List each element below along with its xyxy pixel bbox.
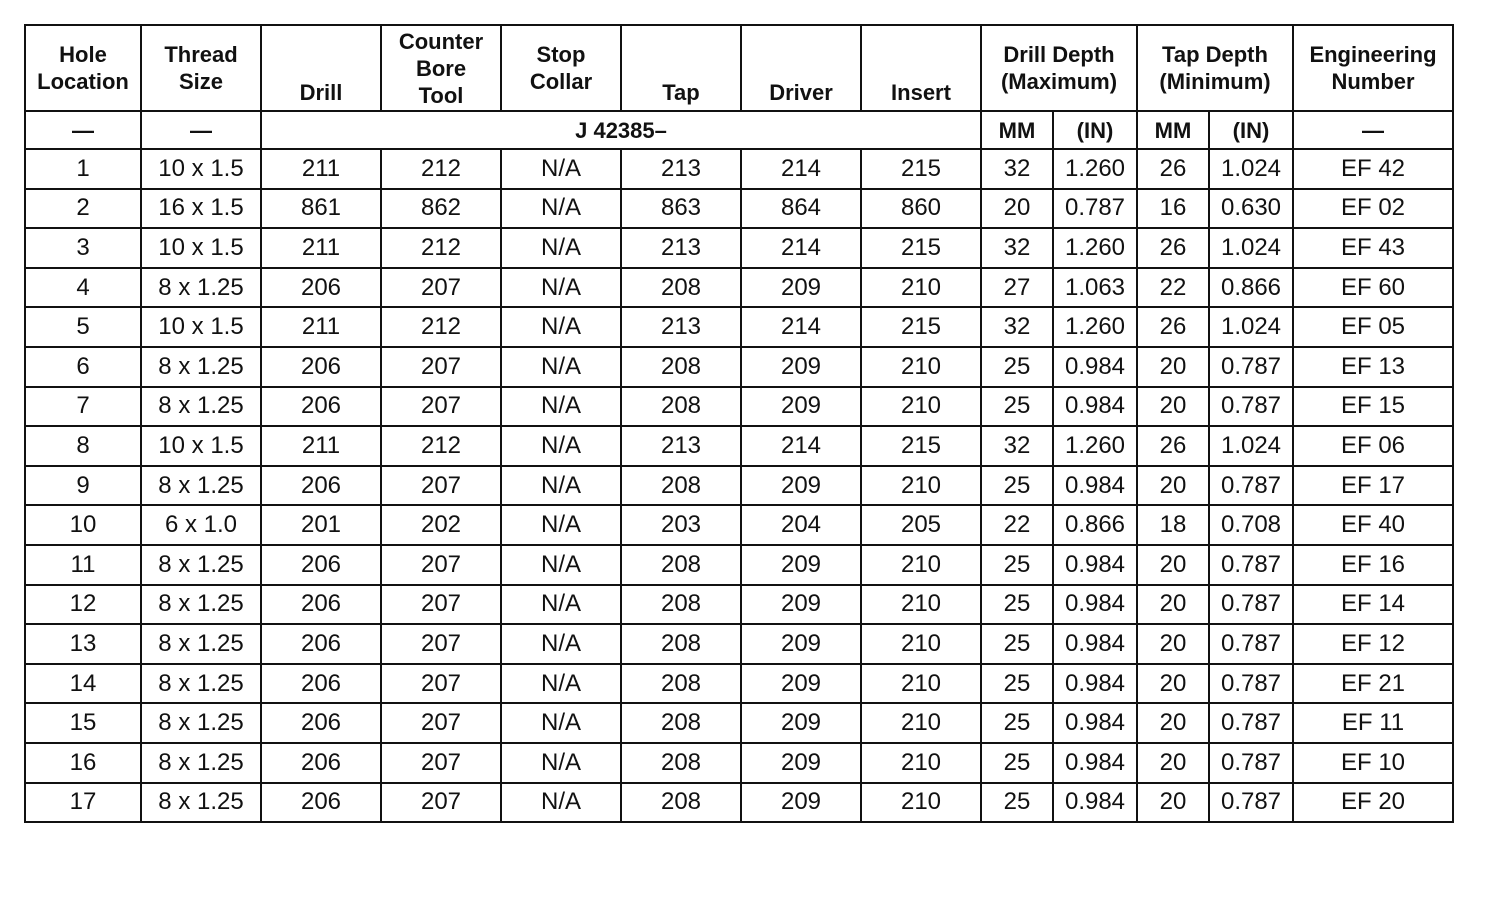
insert-cell: 210 [861,347,981,387]
hole-location-cell: 14 [25,664,141,704]
drill-cell: 206 [261,545,381,585]
driver-cell: 209 [741,783,861,823]
stop-collar-cell: N/A [501,505,621,545]
driver-cell: 214 [741,426,861,466]
tap-depth-in-cell: 0.866 [1209,268,1293,308]
hole-location-cell: 13 [25,624,141,664]
engineering-number-cell: EF 20 [1293,783,1453,823]
tap-depth-in-cell: 0.787 [1209,703,1293,743]
tap-cell: 213 [621,228,741,268]
tap-depth-in-cell: 0.787 [1209,347,1293,387]
drill-depth-mm-cell: 32 [981,228,1053,268]
driver-cell: 209 [741,585,861,625]
insert-cell: 210 [861,783,981,823]
table-row [25,505,1453,545]
stop-collar-cell: N/A [501,268,621,308]
drill-cell: 861 [261,189,381,229]
thread-size-cell: 10 x 1.5 [141,149,261,189]
subheader-row [25,111,1453,149]
thread-size-cell: 6 x 1.0 [141,505,261,545]
counter-bore-tool-cell: 207 [381,268,501,308]
header-drill: Drill [261,25,381,111]
tap-depth-mm-cell: 26 [1137,228,1209,268]
drill-depth-in-cell: 0.787 [1053,189,1137,229]
tap-depth-mm-cell: 20 [1137,347,1209,387]
thread-size-cell: 8 x 1.25 [141,703,261,743]
table-row [25,585,1453,625]
insert-cell: 210 [861,703,981,743]
thread-size-cell: 8 x 1.25 [141,545,261,585]
drill-depth-in-cell: 1.260 [1053,149,1137,189]
tap-depth-mm-cell: 22 [1137,268,1209,308]
thread-size-cell: 10 x 1.5 [141,307,261,347]
table-row [25,664,1453,704]
thread-size-cell: 8 x 1.25 [141,783,261,823]
table-row [25,347,1453,387]
insert-cell: 210 [861,545,981,585]
stop-collar-cell: N/A [501,307,621,347]
subheader-hole-location: — [25,111,141,149]
thread-size-cell: 8 x 1.25 [141,387,261,427]
driver-cell: 209 [741,387,861,427]
drill-depth-mm-cell: 20 [981,189,1053,229]
counter-bore-tool-cell: 207 [381,703,501,743]
tap-depth-mm-cell: 20 [1137,387,1209,427]
counter-bore-tool-cell: 207 [381,743,501,783]
stop-collar-cell: N/A [501,347,621,387]
tap-cell: 208 [621,743,741,783]
header-tap: Tap [621,25,741,111]
engineering-number-cell: EF 10 [1293,743,1453,783]
tap-depth-in-cell: 1.024 [1209,307,1293,347]
tap-depth-mm-cell: 20 [1137,783,1209,823]
tap-depth-mm-cell: 26 [1137,426,1209,466]
tap-depth-in-cell: 0.787 [1209,664,1293,704]
hole-location-cell: 7 [25,387,141,427]
tap-cell: 208 [621,466,741,506]
driver-cell: 209 [741,545,861,585]
driver-cell: 209 [741,743,861,783]
drill-depth-in-cell: 1.260 [1053,426,1137,466]
table-row [25,149,1453,189]
insert-cell: 860 [861,189,981,229]
counter-bore-tool-cell: 212 [381,307,501,347]
stop-collar-cell: N/A [501,783,621,823]
stop-collar-cell: N/A [501,189,621,229]
engineering-number-cell: EF 05 [1293,307,1453,347]
tap-depth-in-cell: 0.630 [1209,189,1293,229]
stop-collar-cell: N/A [501,624,621,664]
driver-cell: 209 [741,466,861,506]
drill-cell: 211 [261,149,381,189]
drill-depth-mm-cell: 32 [981,149,1053,189]
counter-bore-tool-cell: 862 [381,189,501,229]
table-row [25,624,1453,664]
drill-depth-in-cell: 1.063 [1053,268,1137,308]
drill-depth-in-cell: 1.260 [1053,228,1137,268]
stop-collar-cell: N/A [501,149,621,189]
insert-cell: 215 [861,149,981,189]
hole-location-cell: 11 [25,545,141,585]
subheader-tap-depth-mm: MM [1137,111,1209,149]
header-stop-collar: Stop Collar [501,25,621,111]
subheader-drill-depth-in: (IN) [1053,111,1137,149]
hole-location-cell: 15 [25,703,141,743]
tap-cell: 208 [621,783,741,823]
stop-collar-cell: N/A [501,664,621,704]
hole-location-cell: 1 [25,149,141,189]
tap-depth-in-cell: 0.787 [1209,624,1293,664]
engineering-number-cell: EF 16 [1293,545,1453,585]
drill-depth-in-cell: 0.984 [1053,703,1137,743]
hole-location-cell: 6 [25,347,141,387]
tap-depth-mm-cell: 20 [1137,703,1209,743]
driver-cell: 214 [741,307,861,347]
drill-cell: 211 [261,228,381,268]
drill-depth-mm-cell: 25 [981,783,1053,823]
hole-location-cell: 17 [25,783,141,823]
stop-collar-cell: N/A [501,585,621,625]
table-row [25,466,1453,506]
hole-location-cell: 16 [25,743,141,783]
tap-cell: 208 [621,585,741,625]
counter-bore-tool-cell: 202 [381,505,501,545]
drill-cell: 206 [261,664,381,704]
drill-cell: 206 [261,466,381,506]
hole-location-cell: 8 [25,426,141,466]
drill-depth-mm-cell: 25 [981,703,1053,743]
tap-cell: 208 [621,347,741,387]
insert-cell: 205 [861,505,981,545]
tap-depth-in-cell: 0.787 [1209,466,1293,506]
thread-size-cell: 8 x 1.25 [141,466,261,506]
insert-cell: 210 [861,387,981,427]
drill-cell: 211 [261,426,381,466]
drill-depth-mm-cell: 25 [981,585,1053,625]
counter-bore-tool-cell: 207 [381,347,501,387]
stop-collar-cell: N/A [501,466,621,506]
counter-bore-tool-cell: 207 [381,545,501,585]
drill-cell: 206 [261,387,381,427]
engineering-number-cell: EF 40 [1293,505,1453,545]
tap-depth-mm-cell: 26 [1137,149,1209,189]
tap-depth-in-cell: 0.787 [1209,545,1293,585]
drill-cell: 206 [261,743,381,783]
drill-cell: 206 [261,347,381,387]
table-row [25,545,1453,585]
table-row [25,783,1453,823]
header-counter-bore-tool: Counter Bore Tool [381,25,501,111]
tap-depth-mm-cell: 16 [1137,189,1209,229]
stop-collar-cell: N/A [501,743,621,783]
tap-cell: 863 [621,189,741,229]
insert-cell: 210 [861,466,981,506]
counter-bore-tool-cell: 207 [381,585,501,625]
tap-cell: 213 [621,149,741,189]
drill-cell: 206 [261,703,381,743]
engineering-number-cell: EF 13 [1293,347,1453,387]
insert-cell: 215 [861,426,981,466]
tap-cell: 213 [621,426,741,466]
tap-depth-mm-cell: 20 [1137,466,1209,506]
insert-cell: 210 [861,624,981,664]
subheader-engineering-number: — [1293,111,1453,149]
drill-depth-in-cell: 1.260 [1053,307,1137,347]
hole-location-cell: 4 [25,268,141,308]
header-engineering-number: Engineering Number [1293,25,1453,111]
counter-bore-tool-cell: 207 [381,387,501,427]
thread-size-cell: 8 x 1.25 [141,347,261,387]
hole-location-cell: 3 [25,228,141,268]
driver-cell: 209 [741,703,861,743]
drill-cell: 206 [261,783,381,823]
tap-cell: 208 [621,545,741,585]
subheader-tool-prefix: J 42385– [261,111,981,149]
drill-depth-in-cell: 0.984 [1053,545,1137,585]
drill-depth-mm-cell: 27 [981,268,1053,308]
subheader-thread-size: — [141,111,261,149]
stop-collar-cell: N/A [501,426,621,466]
tap-cell: 208 [621,664,741,704]
tap-cell: 213 [621,307,741,347]
thread-size-cell: 8 x 1.25 [141,743,261,783]
thread-size-cell: 8 x 1.25 [141,624,261,664]
thread-size-cell: 8 x 1.25 [141,268,261,308]
driver-cell: 209 [741,624,861,664]
insert-cell: 210 [861,743,981,783]
table-row [25,228,1453,268]
stop-collar-cell: N/A [501,703,621,743]
engineering-number-cell: EF 43 [1293,228,1453,268]
drill-cell: 206 [261,268,381,308]
tap-depth-in-cell: 1.024 [1209,426,1293,466]
table-row [25,268,1453,308]
table-row [25,426,1453,466]
tap-depth-mm-cell: 20 [1137,585,1209,625]
counter-bore-tool-cell: 212 [381,228,501,268]
drill-depth-in-cell: 0.984 [1053,466,1137,506]
insert-cell: 215 [861,307,981,347]
engineering-number-cell: EF 21 [1293,664,1453,704]
tap-cell: 208 [621,703,741,743]
driver-cell: 214 [741,228,861,268]
tap-depth-mm-cell: 20 [1137,624,1209,664]
drill-depth-mm-cell: 25 [981,545,1053,585]
header-tap-depth: Tap Depth (Minimum) [1137,25,1293,111]
driver-cell: 209 [741,268,861,308]
insert-cell: 210 [861,268,981,308]
table-row [25,743,1453,783]
header-drill-depth: Drill Depth (Maximum) [981,25,1137,111]
subheader-tap-depth-in: (IN) [1209,111,1293,149]
driver-cell: 864 [741,189,861,229]
stop-collar-cell: N/A [501,228,621,268]
tap-depth-mm-cell: 26 [1137,307,1209,347]
engineering-number-cell: EF 11 [1293,703,1453,743]
drill-depth-mm-cell: 32 [981,426,1053,466]
driver-cell: 204 [741,505,861,545]
driver-cell: 209 [741,664,861,704]
drill-depth-in-cell: 0.984 [1053,743,1137,783]
counter-bore-tool-cell: 207 [381,466,501,506]
drill-depth-in-cell: 0.984 [1053,347,1137,387]
tap-depth-in-cell: 1.024 [1209,149,1293,189]
hole-location-cell: 5 [25,307,141,347]
drill-cell: 206 [261,624,381,664]
drill-depth-mm-cell: 22 [981,505,1053,545]
hole-location-cell: 12 [25,585,141,625]
drill-depth-in-cell: 0.866 [1053,505,1137,545]
tap-depth-mm-cell: 20 [1137,743,1209,783]
drill-depth-mm-cell: 32 [981,307,1053,347]
drill-cell: 201 [261,505,381,545]
header-hole-location: Hole Location [25,25,141,111]
drill-depth-mm-cell: 25 [981,664,1053,704]
counter-bore-tool-cell: 207 [381,783,501,823]
insert-cell: 210 [861,585,981,625]
engineering-number-cell: EF 12 [1293,624,1453,664]
hole-location-cell: 2 [25,189,141,229]
stop-collar-cell: N/A [501,387,621,427]
tool-specification-table [24,24,1454,823]
header-insert: Insert [861,25,981,111]
thread-size-cell: 8 x 1.25 [141,585,261,625]
engineering-number-cell: EF 60 [1293,268,1453,308]
tap-depth-in-cell: 1.024 [1209,228,1293,268]
engineering-number-cell: EF 42 [1293,149,1453,189]
tap-cell: 208 [621,268,741,308]
insert-cell: 210 [861,664,981,704]
thread-size-cell: 10 x 1.5 [141,228,261,268]
tap-depth-mm-cell: 20 [1137,545,1209,585]
drill-depth-in-cell: 0.984 [1053,387,1137,427]
tap-cell: 203 [621,505,741,545]
hole-location-cell: 9 [25,466,141,506]
drill-depth-in-cell: 0.984 [1053,585,1137,625]
drill-depth-mm-cell: 25 [981,624,1053,664]
thread-size-cell: 8 x 1.25 [141,664,261,704]
engineering-number-cell: EF 06 [1293,426,1453,466]
header-thread-size: Thread Size [141,25,261,111]
drill-depth-mm-cell: 25 [981,743,1053,783]
tap-cell: 208 [621,624,741,664]
drill-depth-mm-cell: 25 [981,387,1053,427]
table-body [25,149,1453,822]
tap-depth-in-cell: 0.787 [1209,585,1293,625]
drill-cell: 211 [261,307,381,347]
drill-depth-in-cell: 0.984 [1053,624,1137,664]
engineering-number-cell: EF 02 [1293,189,1453,229]
driver-cell: 214 [741,149,861,189]
header-driver: Driver [741,25,861,111]
tap-depth-in-cell: 0.708 [1209,505,1293,545]
drill-depth-in-cell: 0.984 [1053,664,1137,704]
engineering-number-cell: EF 17 [1293,466,1453,506]
tap-cell: 208 [621,387,741,427]
drill-depth-mm-cell: 25 [981,466,1053,506]
driver-cell: 209 [741,347,861,387]
tap-depth-mm-cell: 18 [1137,505,1209,545]
tap-depth-in-cell: 0.787 [1209,783,1293,823]
counter-bore-tool-cell: 207 [381,624,501,664]
tap-depth-in-cell: 0.787 [1209,387,1293,427]
thread-size-cell: 10 x 1.5 [141,426,261,466]
tap-depth-mm-cell: 20 [1137,664,1209,704]
table-row [25,387,1453,427]
table-row [25,703,1453,743]
tap-depth-in-cell: 0.787 [1209,743,1293,783]
subheader-drill-depth-mm: MM [981,111,1053,149]
thread-size-cell: 16 x 1.5 [141,189,261,229]
header-row [25,25,1453,111]
insert-cell: 215 [861,228,981,268]
table-row [25,307,1453,347]
counter-bore-tool-cell: 207 [381,664,501,704]
drill-cell: 206 [261,585,381,625]
table-row [25,189,1453,229]
hole-location-cell: 10 [25,505,141,545]
engineering-number-cell: EF 15 [1293,387,1453,427]
drill-depth-mm-cell: 25 [981,347,1053,387]
drill-depth-in-cell: 0.984 [1053,783,1137,823]
counter-bore-tool-cell: 212 [381,149,501,189]
stop-collar-cell: N/A [501,545,621,585]
engineering-number-cell: EF 14 [1293,585,1453,625]
counter-bore-tool-cell: 212 [381,426,501,466]
